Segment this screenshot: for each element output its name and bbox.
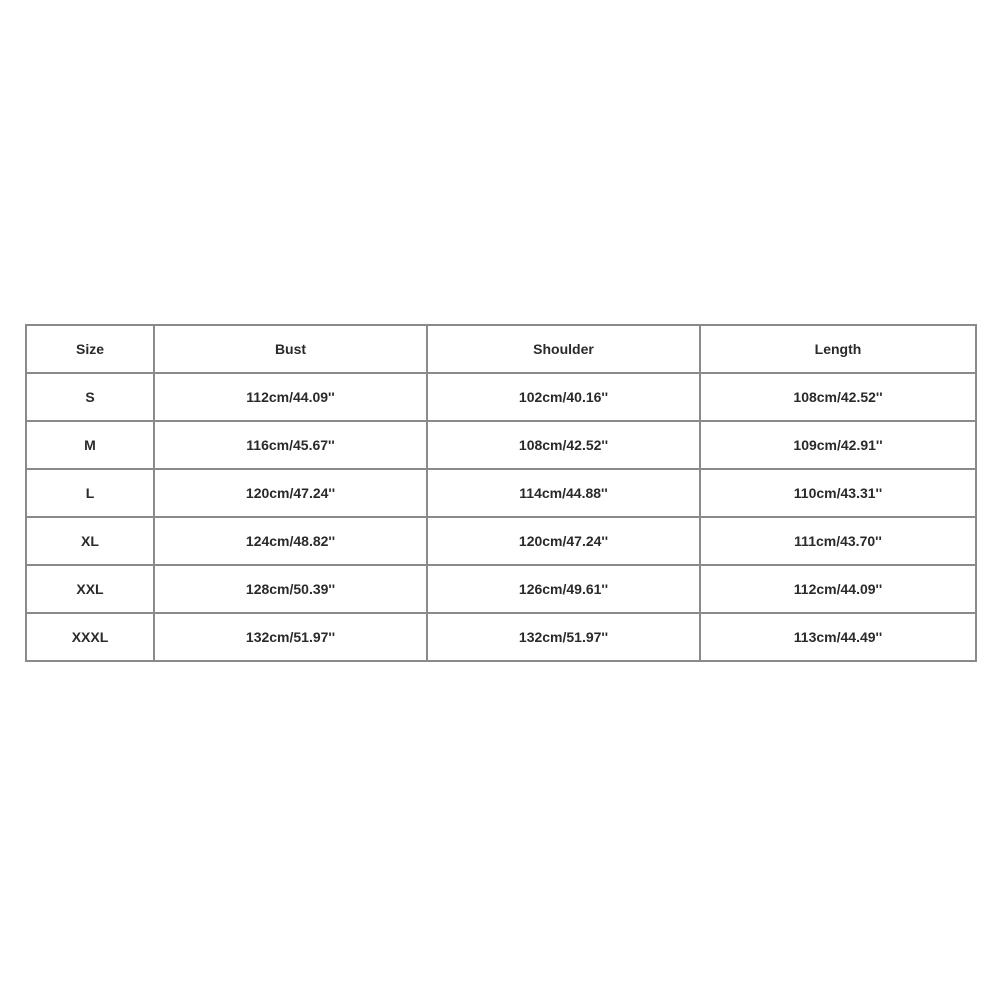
table-row	[26, 421, 976, 469]
cell-bust: 116cm/45.67''	[154, 421, 427, 469]
cell-bust: 124cm/48.82''	[154, 517, 427, 565]
cell-shoulder: 114cm/44.88''	[427, 469, 700, 517]
cell-size: XXL	[26, 565, 154, 613]
cell-bust: 120cm/47.24''	[154, 469, 427, 517]
header-size: Size	[26, 325, 154, 373]
cell-length: 111cm/43.70''	[700, 517, 976, 565]
cell-shoulder: 126cm/49.61''	[427, 565, 700, 613]
header-length: Length	[700, 325, 976, 373]
cell-shoulder: 102cm/40.16''	[427, 373, 700, 421]
cell-length: 108cm/42.52''	[700, 373, 976, 421]
cell-size: S	[26, 373, 154, 421]
cell-size: XXXL	[26, 613, 154, 661]
table-row	[26, 613, 976, 661]
cell-length: 109cm/42.91''	[700, 421, 976, 469]
cell-length: 110cm/43.31''	[700, 469, 976, 517]
table-row	[26, 565, 976, 613]
header-shoulder: Shoulder	[427, 325, 700, 373]
cell-shoulder: 132cm/51.97''	[427, 613, 700, 661]
cell-shoulder: 120cm/47.24''	[427, 517, 700, 565]
cell-shoulder: 108cm/42.52''	[427, 421, 700, 469]
cell-size: L	[26, 469, 154, 517]
cell-bust: 112cm/44.09''	[154, 373, 427, 421]
cell-size: XL	[26, 517, 154, 565]
table-row	[26, 373, 976, 421]
table-row	[26, 517, 976, 565]
size-chart-table	[25, 324, 977, 662]
table-row	[26, 469, 976, 517]
cell-length: 112cm/44.09''	[700, 565, 976, 613]
cell-bust: 128cm/50.39''	[154, 565, 427, 613]
cell-length: 113cm/44.49''	[700, 613, 976, 661]
table-header-row	[26, 325, 976, 373]
cell-size: M	[26, 421, 154, 469]
header-bust: Bust	[154, 325, 427, 373]
cell-bust: 132cm/51.97''	[154, 613, 427, 661]
